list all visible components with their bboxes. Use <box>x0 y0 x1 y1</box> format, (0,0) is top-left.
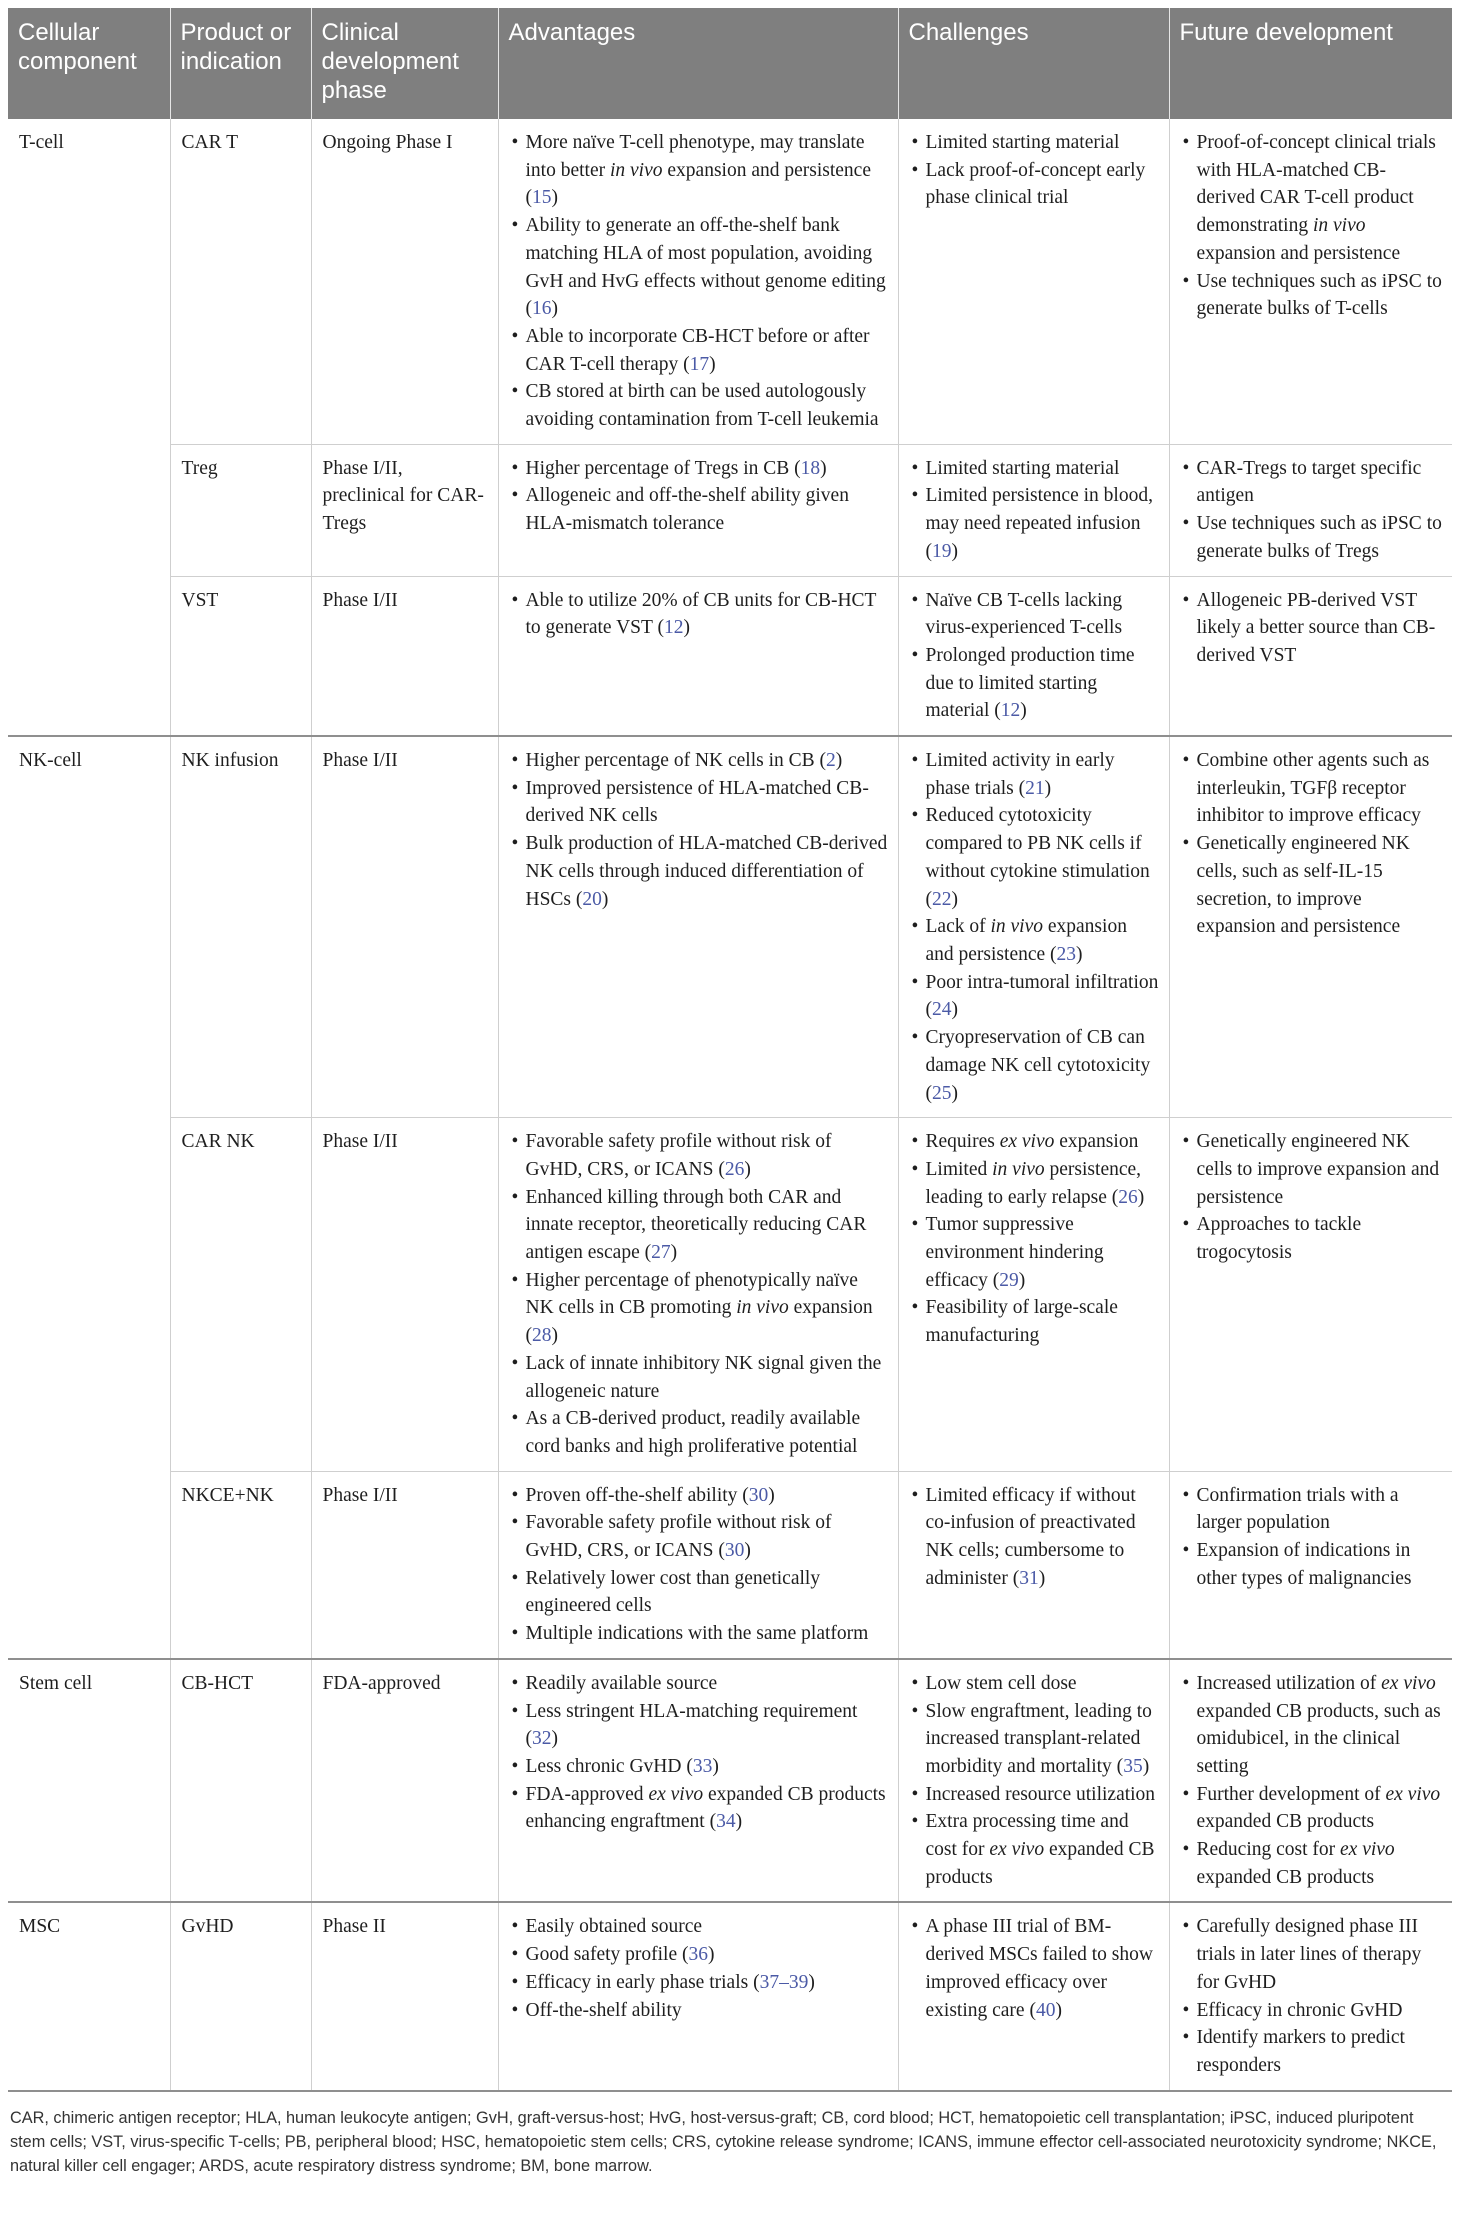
list-item: • Good safety profile (36) <box>510 1941 888 1969</box>
list-item: • Use techniques such as iPSC to generate bulks of Tregs <box>1181 510 1443 565</box>
table-row <box>8 444 1452 576</box>
advantages-cell <box>498 1902 898 2090</box>
table-row <box>8 1902 1452 2090</box>
list-item: • Confirmation trials with a larger population <box>1181 1482 1443 1537</box>
advantages-cell <box>498 1118 898 1471</box>
table-container <box>8 8 1452 2178</box>
challenges-cell <box>898 1118 1169 1471</box>
list-item: • Limited starting material <box>910 129 1159 157</box>
reference-link[interactable]: 24 <box>932 999 952 1021</box>
list-item: • Easily obtained source <box>510 1913 888 1941</box>
reference-link[interactable]: 32 <box>532 1728 552 1750</box>
challenges-cell <box>898 1659 1169 1903</box>
list-item: • Lack of in vivo expansion and persistence (23) <box>910 913 1159 968</box>
list-item: • Reduced cytotoxicity compared to PB NK cells if without cytokine stimulation (22) <box>910 802 1159 913</box>
list-item: • Genetically engineered NK cells, such as self-IL-15 secretion, to improve expansion and persistence <box>1181 830 1443 941</box>
header-cellular-component: Cellular component <box>8 8 170 119</box>
list-item: • Readily available source <box>510 1670 888 1698</box>
list-item: • Efficacy in early phase trials (37–39) <box>510 1969 888 1997</box>
list-item: • Extra processing time and cost for ex vivo expanded CB products <box>910 1808 1159 1891</box>
reference-link[interactable]: 30 <box>724 1540 745 1562</box>
advantages-cell <box>498 444 898 576</box>
future-cell <box>1169 1471 1452 1659</box>
reference-link[interactable]: 19 <box>932 540 952 562</box>
list-item: • Requires ex vivo expansion <box>910 1128 1159 1156</box>
reference-link[interactable]: 12 <box>1000 700 1021 722</box>
challenges-cell <box>898 1902 1169 2090</box>
list-item: • Limited efficacy if without co-infusion of preactivated NK cells; cumbersome to administer (31) <box>910 1482 1159 1593</box>
list-item: • FDA-approved ex vivo expanded CB products enhancing engraftment (34) <box>510 1781 888 1836</box>
reference-link[interactable]: 25 <box>932 1082 952 1104</box>
header-advantages: Advantages <box>498 8 898 119</box>
product-cell: NK infusion <box>170 736 311 1118</box>
reference-link[interactable]: 40 <box>1035 1999 1056 2021</box>
list-item: • Higher percentage of Tregs in CB (18) <box>510 455 888 483</box>
list-item: • Off-the-shelf ability <box>510 1997 888 2025</box>
group-label-msc: MSC <box>8 1902 170 2090</box>
list-item: • Able to incorporate CB-HCT before or after CAR T-cell therapy (17) <box>510 323 888 378</box>
list-item: • Reducing cost for ex vivo expanded CB products <box>1181 1836 1443 1891</box>
list-item: • Slow engraftment, leading to increased transplant-related morbidity and mortality (35) <box>910 1698 1159 1781</box>
reference-link[interactable]: 28 <box>532 1325 552 1347</box>
list-item: • Multiple indications with the same platform <box>510 1620 888 1648</box>
list-item: • Increased resource utilization <box>910 1781 1159 1809</box>
list-item: • Allogeneic PB-derived VST likely a better source than CB-derived VST <box>1181 587 1443 670</box>
list-item: • Prolonged production time due to limited starting material (12) <box>910 642 1159 725</box>
list-item: • Limited starting material <box>910 455 1159 483</box>
reference-link[interactable]: 12 <box>663 617 684 639</box>
table-row <box>8 576 1452 736</box>
list-item: • Improved persistence of HLA-matched CB-derived NK cells <box>510 775 888 830</box>
reference-link[interactable]: 33 <box>692 1755 713 1777</box>
advantages-cell <box>498 576 898 736</box>
phase-cell: Phase I/II <box>311 1118 498 1471</box>
table-row <box>8 1118 1452 1471</box>
cell-therapy-table <box>8 8 1452 2092</box>
advantages-cell <box>498 119 898 444</box>
challenges-cell <box>898 576 1169 736</box>
list-item: • Less stringent HLA-matching requirement (32) <box>510 1698 888 1753</box>
list-item: • As a CB-derived product, readily available cord banks and high proliferative potential <box>510 1405 888 1460</box>
future-cell <box>1169 736 1452 1118</box>
list-item: • Less chronic GvHD (33) <box>510 1753 888 1781</box>
list-item: • Ability to generate an off-the-shelf bank matching HLA of most population, avoiding GvH and HvG effects without genome editing (16) <box>510 212 888 323</box>
product-cell: Treg <box>170 444 311 576</box>
reference-link[interactable]: 37–39 <box>759 1971 809 1993</box>
product-cell: CB-HCT <box>170 1659 311 1903</box>
list-item: • Relatively lower cost than genetically engineered cells <box>510 1565 888 1620</box>
future-cell <box>1169 576 1452 736</box>
list-item: • Allogeneic and off-the-shelf ability given HLA-mismatch tolerance <box>510 482 888 537</box>
list-item: • CB stored at birth can be used autologously avoiding contamination from T-cell leukemia <box>510 378 888 433</box>
list-item: • Enhanced killing through both CAR and innate receptor, theoretically reducing CAR antigen escape (27) <box>510 1184 888 1267</box>
reference-link[interactable]: 22 <box>932 888 952 910</box>
list-item: • Feasibility of large-scale manufacturing <box>910 1294 1159 1349</box>
list-item: • Genetically engineered NK cells to improve expansion and persistence <box>1181 1128 1443 1211</box>
list-item: • Tumor suppressive environment hindering efficacy (29) <box>910 1211 1159 1294</box>
reference-link[interactable]: 2 <box>826 750 836 772</box>
reference-link[interactable]: 23 <box>1056 943 1077 965</box>
header-challenges: Challenges <box>898 8 1169 119</box>
product-cell: NKCE+NK <box>170 1471 311 1659</box>
future-cell <box>1169 1659 1452 1903</box>
reference-link[interactable]: 29 <box>999 1269 1019 1291</box>
table-row <box>8 1471 1452 1659</box>
reference-link[interactable]: 30 <box>748 1484 769 1506</box>
future-cell <box>1169 1902 1452 2090</box>
phase-cell: Phase I/II, preclinical for CAR-Tregs <box>311 444 498 576</box>
future-cell <box>1169 119 1452 444</box>
future-cell <box>1169 1118 1452 1471</box>
list-item: • Further development of ex vivo expanded CB products <box>1181 1781 1443 1836</box>
list-item: • Approaches to tackle trogocytosis <box>1181 1211 1443 1266</box>
table-row <box>8 736 1452 1118</box>
challenges-cell <box>898 119 1169 444</box>
phase-cell: Ongoing Phase I <box>311 119 498 444</box>
reference-link[interactable]: 36 <box>688 1944 708 1966</box>
reference-link[interactable]: 26 <box>724 1158 745 1180</box>
list-item: • Limited persistence in blood, may need repeated infusion (19) <box>910 482 1159 565</box>
reference-link[interactable]: 26 <box>1118 1186 1138 1208</box>
list-item: • Proof-of-concept clinical trials with HLA-matched CB-derived CAR T-cell product demonstrating in vivo expansion and persistence <box>1181 129 1443 268</box>
list-item: • Use techniques such as iPSC to generate bulks of T-cells <box>1181 268 1443 323</box>
list-item: • Favorable safety profile without risk of GvHD, CRS, or ICANS (30) <box>510 1509 888 1564</box>
reference-link[interactable]: 31 <box>1019 1567 1039 1589</box>
reference-link[interactable]: 20 <box>582 888 602 910</box>
list-item: • Higher percentage of phenotypically naïve NK cells in CB promoting in vivo expansion (28) <box>510 1267 888 1350</box>
group-label-nkcell: NK-cell <box>8 736 170 1659</box>
header-phase: Clinical development phase <box>311 8 498 119</box>
header-product: Product or indication <box>170 8 311 119</box>
product-cell: GvHD <box>170 1902 311 2090</box>
product-cell: CAR T <box>170 119 311 444</box>
reference-link[interactable]: 18 <box>800 457 821 479</box>
list-item: • Limited activity in early phase trials (21) <box>910 747 1159 802</box>
list-item: • Low stem cell dose <box>910 1670 1159 1698</box>
list-item: • Expansion of indications in other types of malignancies <box>1181 1537 1443 1592</box>
reference-link[interactable]: 21 <box>1025 777 1045 799</box>
reference-link[interactable]: 17 <box>689 353 710 375</box>
challenges-cell <box>898 736 1169 1118</box>
list-item: • Cryopreservation of CB can damage NK cell cytotoxicity (25) <box>910 1024 1159 1107</box>
future-cell <box>1169 444 1452 576</box>
phase-cell: FDA-approved <box>311 1659 498 1903</box>
list-item: • Lack proof-of-concept early phase clinical trial <box>910 157 1159 212</box>
group-label-tcell: T-cell <box>8 119 170 736</box>
table-row <box>8 119 1452 444</box>
product-cell: VST <box>170 576 311 736</box>
challenges-cell <box>898 444 1169 576</box>
list-item: • Limited in vivo persistence, leading to early relapse (26) <box>910 1156 1159 1211</box>
advantages-cell <box>498 736 898 1118</box>
challenges-cell <box>898 1471 1169 1659</box>
list-item: • Combine other agents such as interleukin, TGFβ receptor inhibitor to improve efficacy <box>1181 747 1443 830</box>
list-item: • Naïve CB T-cells lacking virus-experienced T-cells <box>910 587 1159 642</box>
header-future-development: Future development <box>1169 8 1452 119</box>
table-footnote: CAR, chimeric antigen receptor; HLA, human leukocyte antigen; GvH, graft-versus-host; HvG, host-versus-graft; CB, cord blood; HCT, hematopoietic cell transplantation; iPSC, induced pluripotent stem cells; VST, virus-specific T-cells; PB, peripheral blood; HSC, hematopoietic stem cells; CRS, cytokine release syndrome; ICANS, immune effector cell-associated neurotoxicity syndrome; NKCE, natural killer cell engager; ARDS, acute respiratory distress syndrome; BM, bone marrow. <box>10 2108 1437 2175</box>
list-item: • A phase III trial of BM-derived MSCs failed to show improved efficacy over existing care (40) <box>910 1913 1159 2024</box>
list-item: • Bulk production of HLA-matched CB-derived NK cells through induced differentiation of HSCs (20) <box>510 830 888 913</box>
group-label-stem-cell: Stem cell <box>8 1659 170 1903</box>
list-item: • Proven off-the-shelf ability (30) <box>510 1482 888 1510</box>
advantages-cell <box>498 1659 898 1903</box>
reference-link[interactable]: 35 <box>1123 1755 1143 1777</box>
phase-cell: Phase I/II <box>311 576 498 736</box>
header-row <box>8 8 1452 119</box>
reference-link[interactable]: 34 <box>716 1811 736 1833</box>
list-item: • Efficacy in chronic GvHD <box>1181 1997 1443 2025</box>
product-cell: CAR NK <box>170 1118 311 1471</box>
table-row <box>8 1659 1452 1903</box>
reference-link[interactable]: 15 <box>532 187 552 209</box>
advantages-cell <box>498 1471 898 1659</box>
list-item: • Increased utilization of ex vivo expanded CB products, such as omidubicel, in the clinical setting <box>1181 1670 1443 1781</box>
list-item: • Poor intra-tumoral infiltration (24) <box>910 969 1159 1024</box>
list-item: • Favorable safety profile without risk of GvHD, CRS, or ICANS (26) <box>510 1128 888 1183</box>
list-item: • Carefully designed phase III trials in later lines of therapy for GvHD <box>1181 1913 1443 1996</box>
phase-cell: Phase I/II <box>311 736 498 1118</box>
reference-link[interactable]: 27 <box>651 1242 671 1264</box>
list-item: • More naïve T-cell phenotype, may translate into better in vivo expansion and persistence (15) <box>510 129 888 212</box>
list-item: • CAR-Tregs to target specific antigen <box>1181 455 1443 510</box>
reference-link[interactable]: 16 <box>532 298 552 320</box>
list-item: • Identify markers to predict responders <box>1181 2024 1443 2079</box>
list-item: • Lack of innate inhibitory NK signal given the allogeneic nature <box>510 1350 888 1405</box>
list-item: • Higher percentage of NK cells in CB (2) <box>510 747 888 775</box>
phase-cell: Phase II <box>311 1902 498 2090</box>
list-item: • Able to utilize 20% of CB units for CB-HCT to generate VST (12) <box>510 587 888 642</box>
phase-cell: Phase I/II <box>311 1471 498 1659</box>
